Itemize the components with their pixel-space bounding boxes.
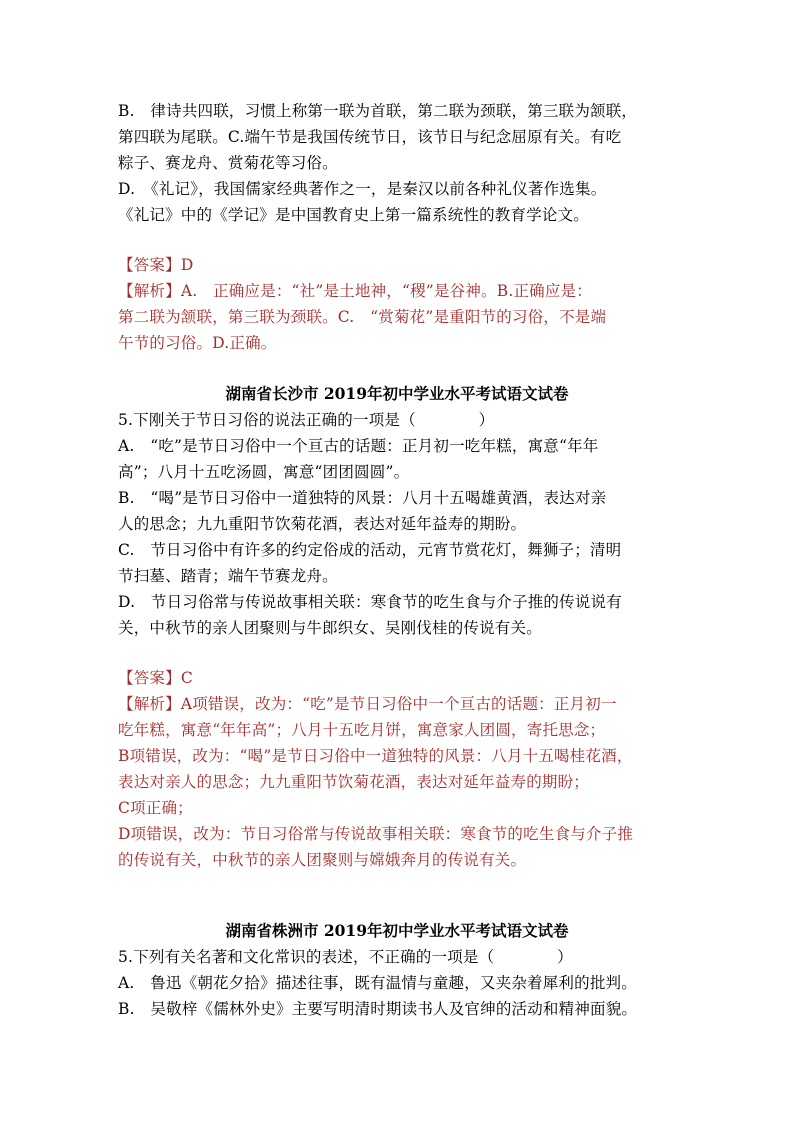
answer-value: D [180,256,194,274]
option-line: B. 吴敬梓《儒林外史》主要写明清时期读书人及官绅的活动和精神面貌。 [118,1000,638,1018]
analysis-text: A. 正确应是：“社”是土地神，“稷”是谷神。B.正确应是： [180,282,592,300]
question-text: 5.下列有关名著和文化常识的表述，不正确的一项是（ ） [118,948,573,966]
analysis-line: 吃年糕，寓意“年年高”；八月十五吃月饼，寓意家人团圆，寄托思念； [118,721,606,739]
question-text: 5.下刚关于节日习俗的说法正确的一项是（ ） [118,411,495,429]
analysis-line: D项错误，改为：节日习俗常与传说故事相关联：寒食节的吃生食与介子推 [118,825,634,843]
option-line: A. “吃”是节日习俗中一个亘古的话题：正月初一吃年糕，寓意“年年 [118,437,599,455]
analysis-text: A项错误，改为：“吃”是节日习俗中一个亘古的话题：正月初一 [180,695,617,713]
answer-line [118,252,698,278]
option-line: 关，中秋节的亲人团聚则与牛郎织女、吴刚伐桂的传说有关。 [118,619,542,637]
section-heading: 湖南省株洲市 2019年初中学业水平考试语文试卷 [225,921,569,940]
option-line: A. 鲁迅《朝花夕拾》描述往事，既有温情与童趣，又夹杂着犀利的批判。 [118,974,637,992]
answer-tag: 【答案】 [118,669,181,687]
text-line: 《礼记》中的《学记》是中国教育史上第一篇系统性的教育学论文。 [118,206,590,224]
analysis-line: 午节的习俗。D.正确。 [118,334,277,352]
option-line: 人的思念；九九重阳节饮菊花酒，表达对延年益寿的期盼。 [118,515,527,533]
analysis-line: 表达对亲人的思念；九九重阳节饮菊花酒，表达对延年益寿的期盼； [118,773,590,791]
analysis-line: B项错误，改为：“喝”是节日习俗中一道独特的风景：八月十五喝桂花酒， [118,747,633,765]
text-line: 第四联为尾联。C.端午节是我国传统节日，该节日与纪念屈原有关。有吃 [118,128,622,146]
option-line: B. “喝”是节日习俗中一道独特的风景：八月十五喝雄黄酒，表达对亲 [118,489,607,507]
analysis-line [118,278,698,304]
analysis-tag: 【解析】 [118,282,181,300]
analysis-line [118,691,698,717]
section-heading: 湖南省长沙市 2019年初中学业水平考试语文试卷 [225,384,569,403]
answer-tag: 【答案】 [118,256,181,274]
option-line: 节扫墓、踏青；端午节赛龙舟。 [118,567,338,585]
analysis-line: 第二联为颔联，第三联为颈联。C. “赏菊花”是重阳节的习俗，不是端 [118,308,607,326]
text-line: 粽子、赛龙舟、赏菊花等习俗。 [118,154,338,172]
analysis-line: 的传说有关，中秋节的亲人团聚则与嫦娥奔月的传说有关。 [118,851,527,869]
text-line: D. 《礼记》，我国儒家经典著作之一，是秦汉以前各种礼仪著作选集。 [118,180,607,198]
text-line: B. 律诗共四联，习惯上称第一联为首联，第二联为颈联，第三联为颔联， [118,102,638,120]
analysis-tag: 【解析】 [118,695,181,713]
option-line: C. 节日习俗中有许多的约定俗成的活动，元宵节赏花灯，舞狮子；清明 [118,541,622,559]
answer-line [118,665,698,691]
analysis-line: C项正确； [118,799,193,817]
answer-value: C [180,669,193,687]
option-line: 高”；八月十五吃汤圆，寓意“团团圆圆”。 [118,463,410,481]
option-line: D. 节日习俗常与传说故事相关联：寒食节的吃生食与介子推的传说说有 [118,593,622,611]
